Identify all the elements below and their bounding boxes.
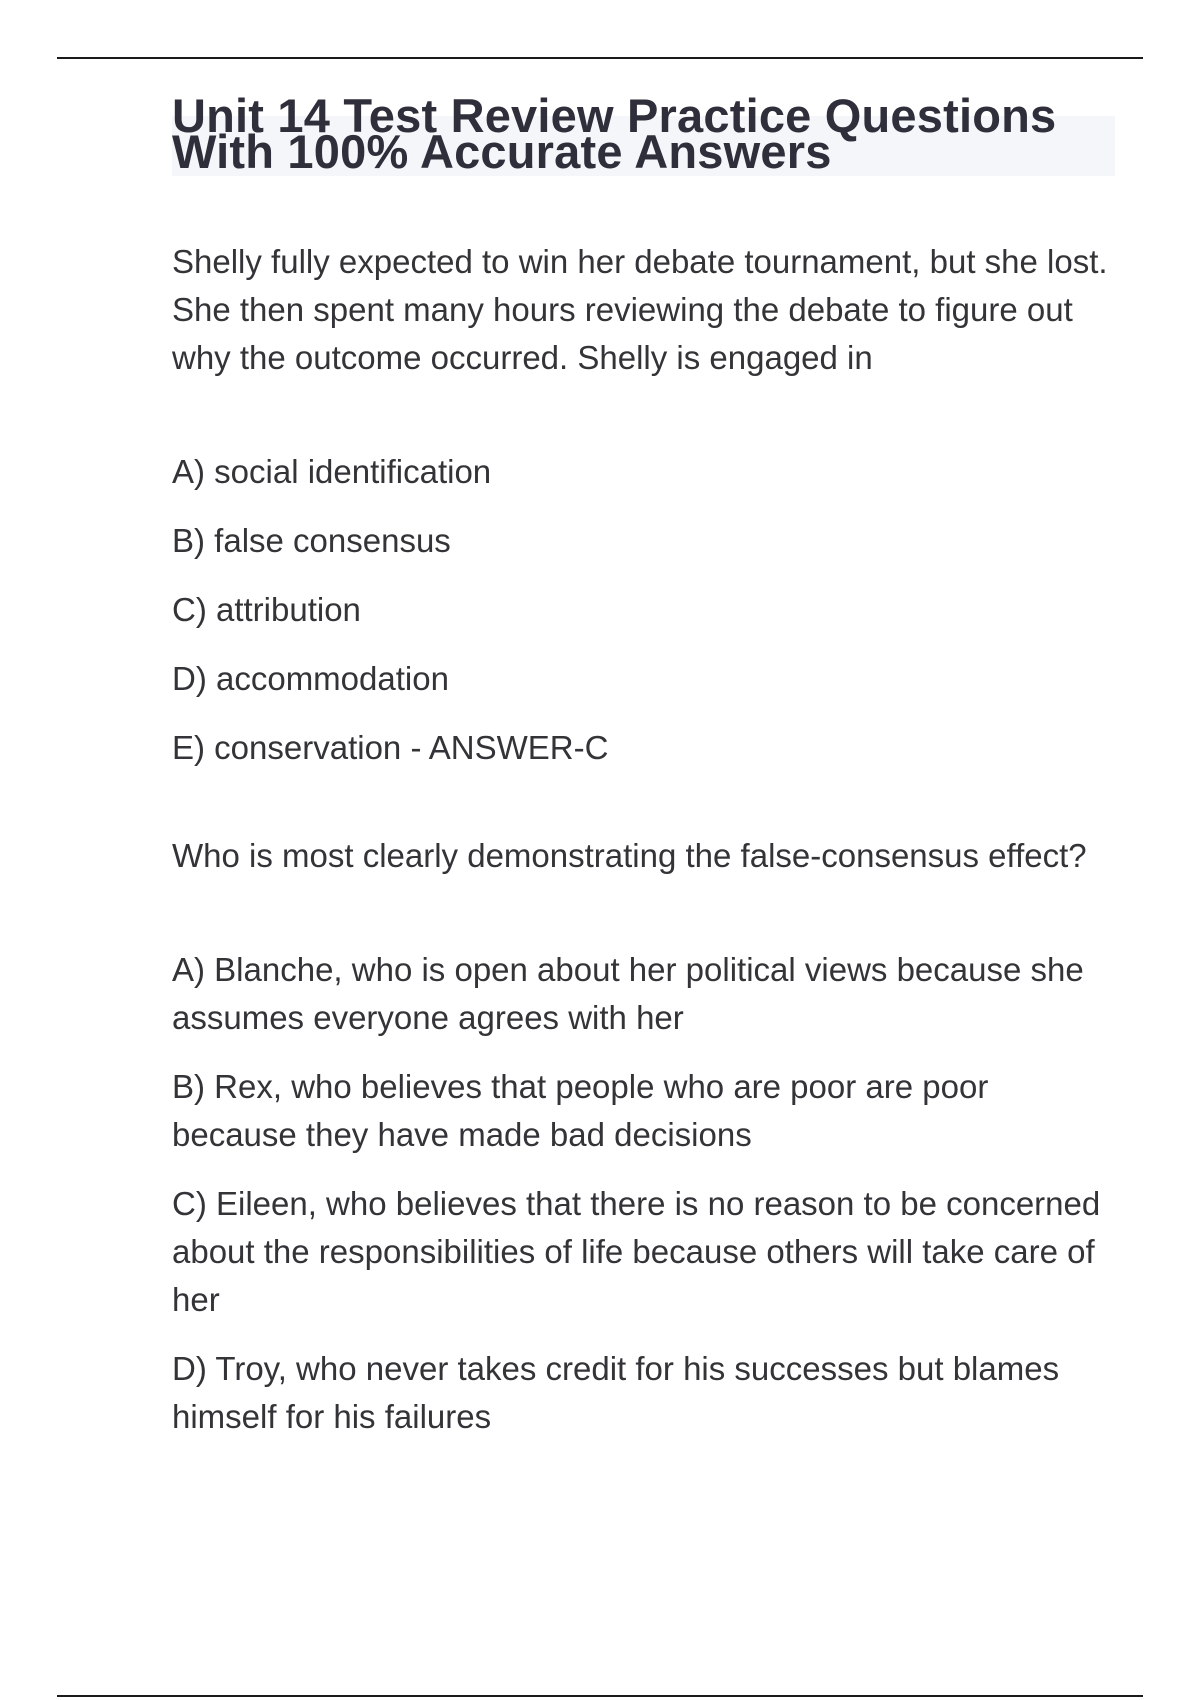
question-1-option-b: B) false consensus [172,522,451,559]
question-1-options [172,448,1112,772]
top-rule [57,57,1143,59]
question-1-text: Shelly fully expected to win her debate tournament, but she lost. She then spent many hours reviewing the debate to figure out why the outcome occurred. Shelly is engaged in [172,243,1108,376]
question-1-option-d: D) accommodation [172,660,449,697]
document-body [172,238,1112,1462]
question-1-option-e: E) conservation - ANSWER-C [172,729,609,766]
bottom-rule [57,1695,1143,1697]
question-2-option-b: B) Rex, who believes that people who are poor are poor because they have made bad decisions [172,1068,989,1153]
question-2-option-c: C) Eileen, who believes that there is no reason to be concerned about the responsibilities of life because others will take care of her [172,1185,1101,1318]
question-1-option-c: C) attribution [172,591,361,628]
question-1-option-a: A) social identification [172,453,492,490]
question-2-text: Who is most clearly demonstrating the false-consensus effect? [172,837,1087,874]
page-title: Unit 14 Test Review Practice Questions With 100% Accurate Answers [172,89,1057,178]
question-2-options [172,946,1112,1441]
question-2-option-d: D) Troy, who never takes credit for his successes but blames himself for his failures [172,1350,1060,1435]
question-2-option-a: A) Blanche, who is open about her political views because she assumes everyone agrees with her [172,951,1084,1036]
